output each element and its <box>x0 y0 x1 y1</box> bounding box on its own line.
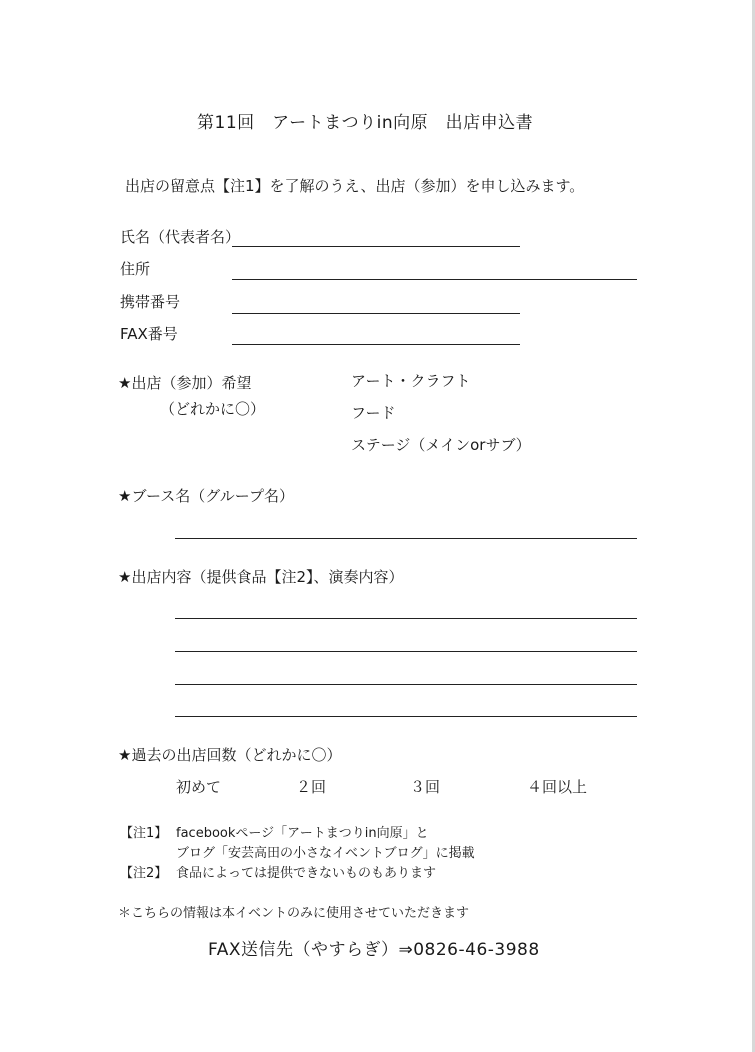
participation-hint: （どれかに〇） <box>160 400 266 418</box>
content-line-2[interactable] <box>175 651 637 652</box>
history-first[interactable]: 初めて <box>176 778 222 796</box>
note1-line1: facebookページ「アートまつりin向原」と <box>176 826 429 841</box>
privacy-note: ＊こちらの情報は本イベントのみに使用させていただきます <box>118 906 470 921</box>
fax-label: FAX番号 <box>120 325 178 343</box>
booth-label: ★ブース名（グループ名） <box>118 487 295 505</box>
participation-label: ★出店（参加）希望 <box>118 374 252 392</box>
option-stage[interactable]: ステージ（メインorサブ） <box>351 436 531 454</box>
history-third[interactable]: ３回 <box>410 778 441 796</box>
name-label: 氏名（代表者名） <box>120 228 241 246</box>
history-fourth-plus[interactable]: ４回以上 <box>527 778 588 796</box>
note2-text: 食品によっては提供できないものもあります <box>176 866 437 881</box>
name-field-line[interactable] <box>232 246 520 247</box>
mobile-label: 携帯番号 <box>120 293 181 311</box>
option-food[interactable]: フード <box>351 404 396 422</box>
content-line-1[interactable] <box>175 618 637 619</box>
content-label: ★出店内容（提供食品【注2】、演奏内容） <box>118 568 404 586</box>
history-label: ★過去の出店回数（どれかに〇） <box>118 746 342 764</box>
note1-line2: ブログ「安芸高田の小さなイベントブログ」に掲載 <box>176 846 475 861</box>
content-line-4[interactable] <box>175 716 637 717</box>
address-label: 住所 <box>120 260 151 278</box>
form-title: 第11回 アートまつりin向原 出店申込書 <box>197 113 534 133</box>
history-second[interactable]: ２回 <box>296 778 327 796</box>
content-line-3[interactable] <box>175 684 637 685</box>
address-field-line[interactable] <box>232 279 637 280</box>
intro-text: 出店の留意点【注1】を了解のうえ、出店（参加）を申し込みます。 <box>125 177 585 195</box>
booth-field-line[interactable] <box>175 538 637 539</box>
fax-field-line[interactable] <box>232 344 520 345</box>
option-art-craft[interactable]: アート・クラフト <box>351 372 471 390</box>
fax-destination: FAX送信先（やすらぎ）⇒0826-46-3988 <box>208 940 540 960</box>
mobile-field-line[interactable] <box>232 313 520 314</box>
note2-tag: 【注2】 <box>120 866 168 881</box>
note1-tag: 【注1】 <box>120 826 168 841</box>
